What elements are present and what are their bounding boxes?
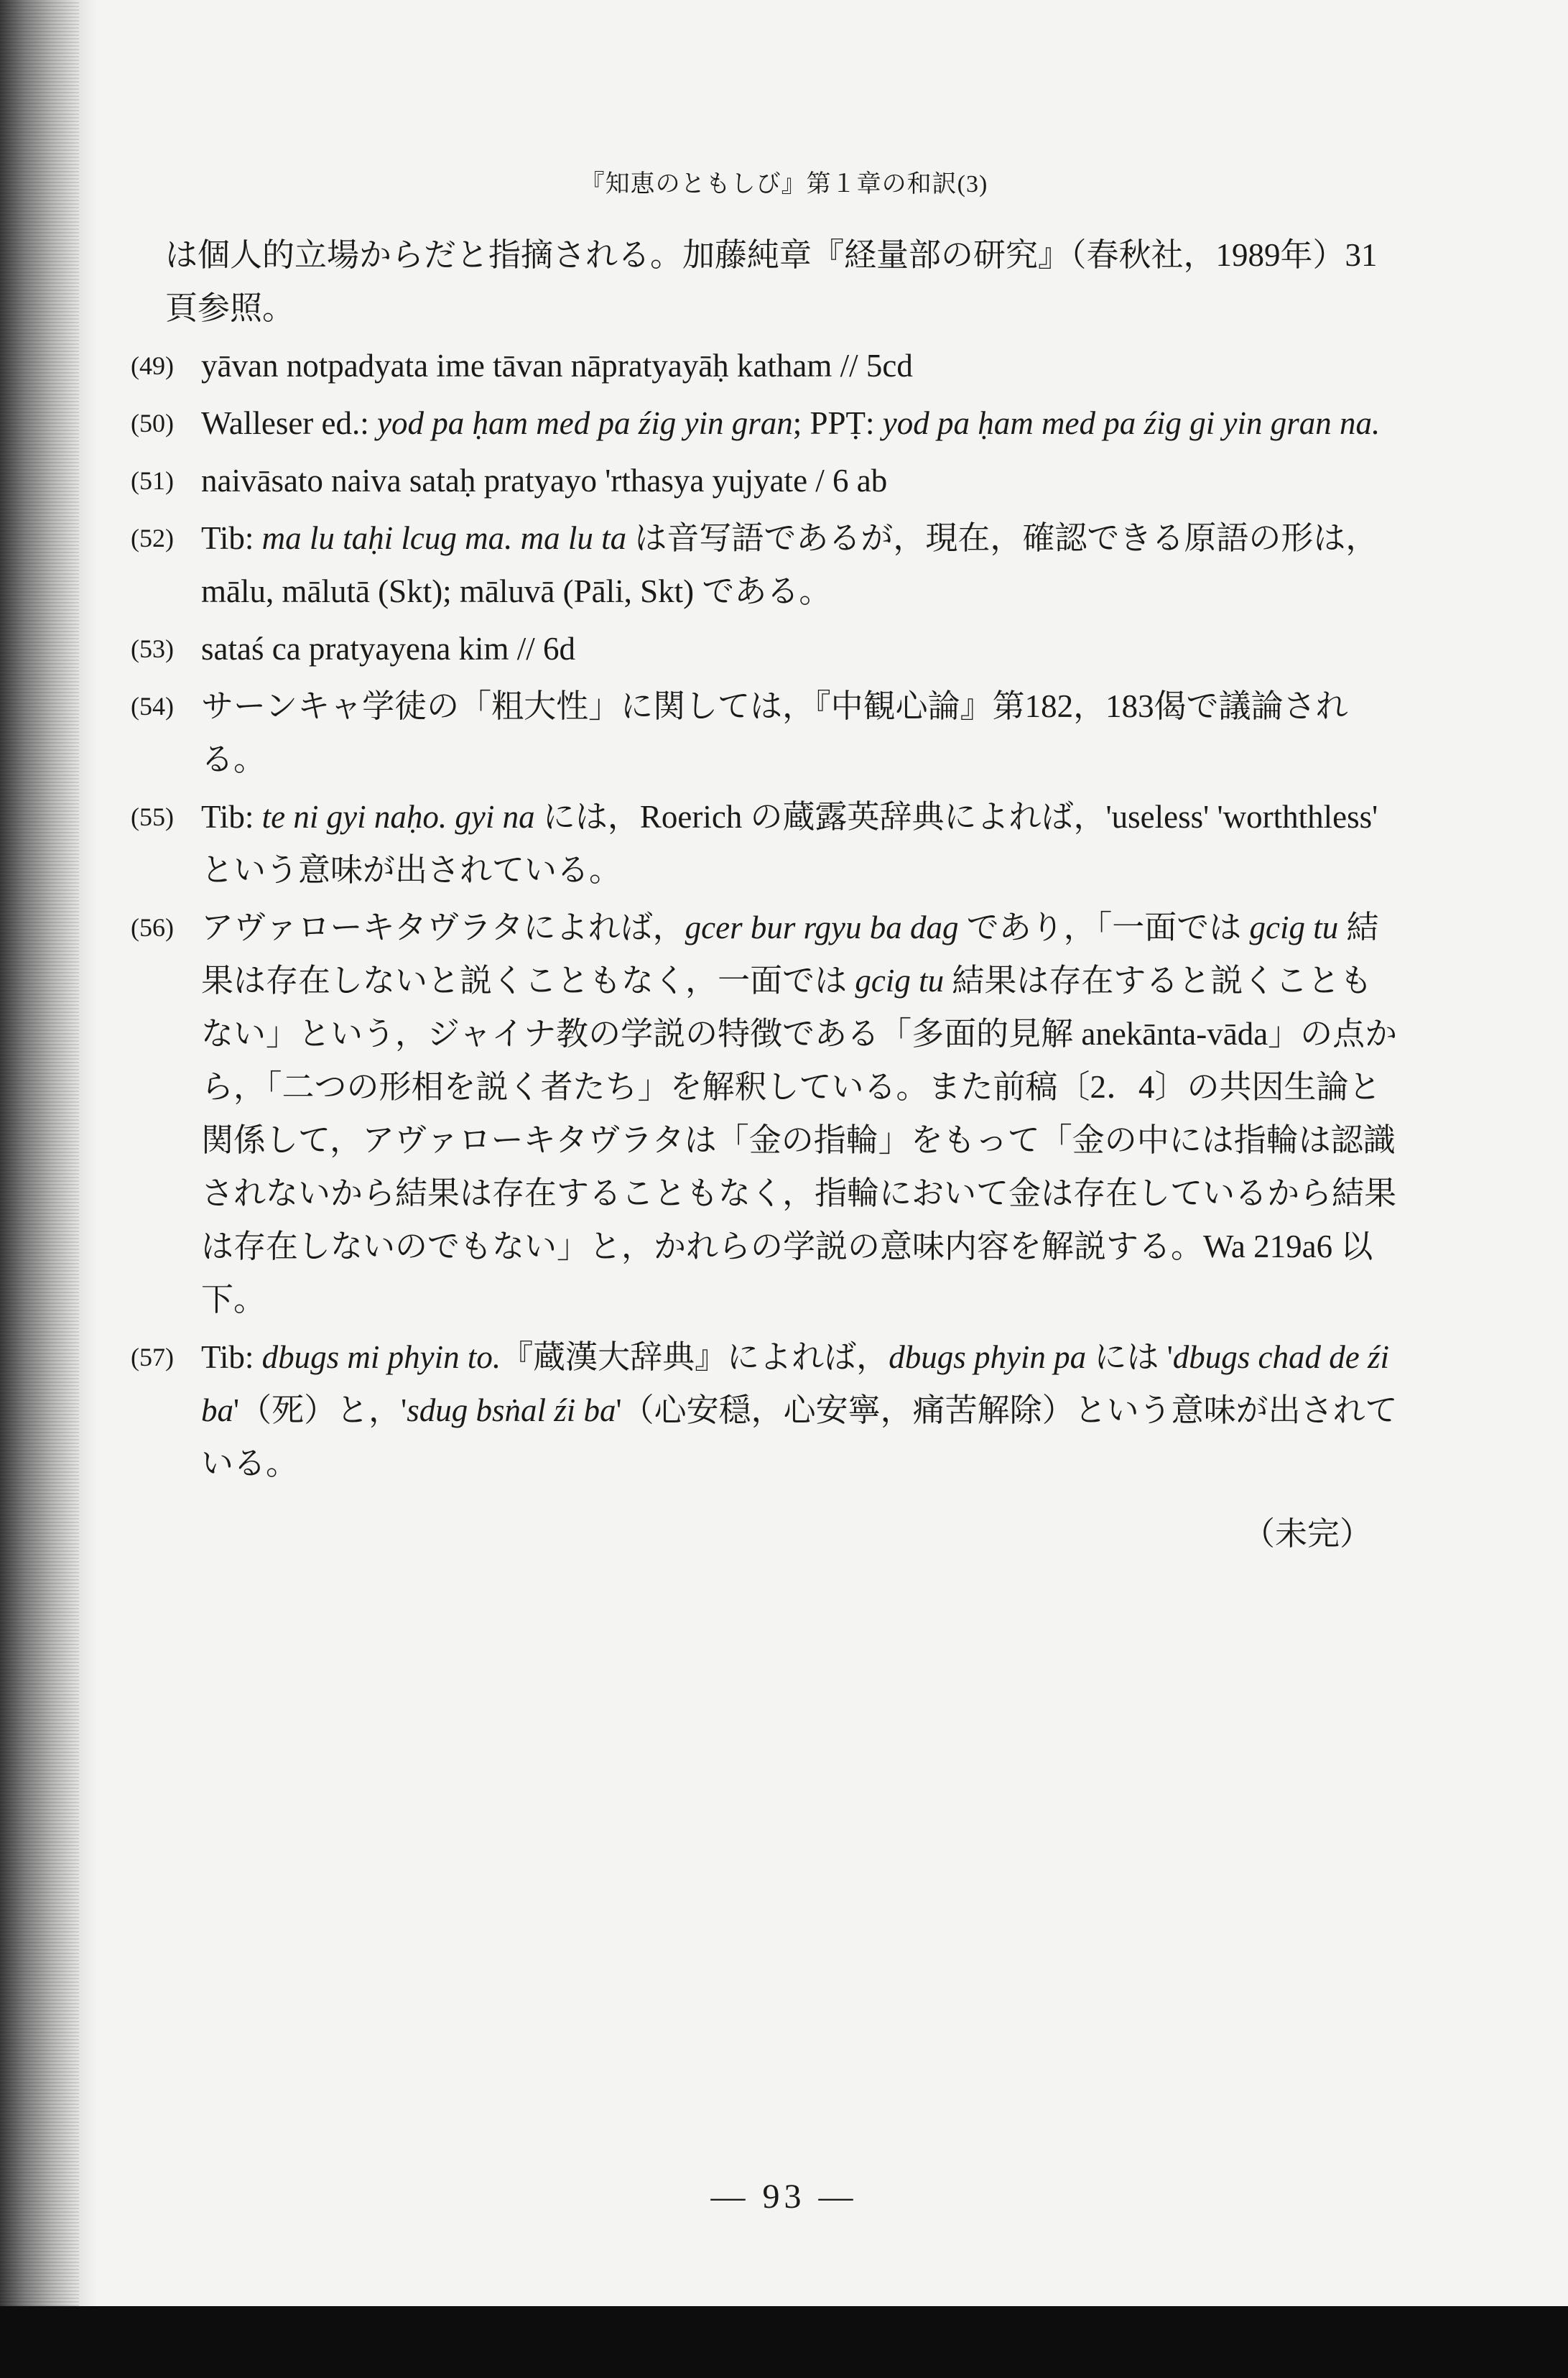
note-number: ( 49 ) [131, 339, 174, 392]
note-text: Tib: [201, 799, 262, 835]
note-number: ( 51 ) [131, 454, 174, 507]
note-number: ( 57 ) [131, 1331, 174, 1384]
note-51 [139, 454, 1401, 507]
tibetan-text: gcig tu [1249, 910, 1339, 945]
note-text: sataś ca pratyayena kim // 6d [201, 631, 576, 667]
note-54 [139, 680, 1401, 786]
page-number: — 93 — [710, 2178, 858, 2216]
note-number: ( 54 ) [131, 680, 174, 733]
note-text: '（心安穏，心安寧，痛苦解除）という意味が出されている。 [201, 1392, 1398, 1481]
note-text: 結果は存在すると説くこともない」という，ジャイナ教の学説の特徴である「多面的見解 anekānta-vāda」の点から，「二つの形相を説く者たち」を解釈している。また前稿〔2．4〕の共因生論と関係して，アヴァローキタヴラタは「金の指輪」をもって「金の中には指輪は認識されないから結果は存在することもなく，指輪において金は存在しているから結果は存在しないのでもない」と，かれらの学説の意味内容を解説する。Wa 219a6 以下。 [201, 963, 1398, 1318]
note-text: Tib: [201, 1339, 262, 1375]
note-text: アヴァローキタヴラタによれば， [201, 910, 685, 945]
note-text: '（死）と，' [233, 1392, 407, 1428]
note-52 [139, 512, 1401, 618]
note-49 [139, 339, 1401, 392]
unfinished-mark: （未完） [1242, 1516, 1372, 1552]
note-55 [139, 790, 1401, 897]
note-text: には，Roerich の蔵露英辞典によれば，'useless' 'worththless' という意味が出されている。 [201, 799, 1378, 888]
tibetan-text: sdug bsṅal źi ba [407, 1392, 616, 1428]
note-text: には ' [1086, 1339, 1173, 1375]
tibetan-text: ma lu taḥi lcug ma. ma lu ta [261, 520, 627, 556]
note-text: 結果は存在しないと説くこともなく，一面では [201, 910, 1379, 999]
note-number: ( 52 ) [131, 512, 174, 565]
note-text: yāvan notpadyata ime tāvan nāpratyayāḥ katham // 5cd [201, 348, 913, 384]
binding-texture [0, 0, 79, 2378]
note-56 [139, 901, 1401, 1326]
note-text: であり，「一面では [958, 910, 1250, 945]
tibetan-text: dbugs mi phyin to. [261, 1339, 501, 1375]
tibetan-text: yod pa ḥam med pa źig gi yin gran na. [882, 405, 1381, 441]
tibetan-text: gcig tu [855, 963, 945, 999]
note-text: は音写語であるが，現在，確認できる原語の形は，mālu, mālutā (Skt); māluvā (Pāli, Skt) である。 [201, 520, 1378, 609]
tibetan-text: te ni gyi naḥo. gyi na [261, 799, 535, 835]
continued-paragraph: は個人的立場からだと指摘される。加藤純章『経量部の研究』（春秋社，1989年）31 頁参照。 [165, 237, 1378, 326]
note-number: ( 53 ) [131, 622, 174, 675]
note-text: Walleser ed.: [201, 405, 378, 441]
note-number: ( 55 ) [131, 790, 174, 843]
note-text: ; PPṬ: [792, 405, 883, 441]
note-57 [139, 1331, 1401, 1490]
running-header: 『知恵のともしび』第１章の和訳(3) [580, 171, 988, 198]
note-number: ( 50 ) [131, 397, 174, 450]
note-text: 『蔵漢大辞典』によれば， [501, 1339, 889, 1375]
note-text: naivāsato naiva sataḥ pratyayo 'rthasya yujyate / 6 ab [201, 463, 888, 499]
note-number: ( 56 ) [131, 901, 174, 954]
notes-body [139, 228, 1401, 1593]
scan-bottom-edge [0, 2306, 1568, 2378]
note-text: Tib: [201, 520, 262, 556]
tibetan-text: dbugs chad de źi ba [201, 1339, 1390, 1428]
note-50 [139, 397, 1401, 450]
tibetan-text: dbugs phyin pa [889, 1339, 1087, 1375]
tibetan-text: yod pa ḥam med pa źig yin gran [377, 405, 793, 441]
note-53 [139, 622, 1401, 675]
note-text: サーンキャ学徒の「粗大性」に関しては，『中観心論』第182，183偈で議論される。 [201, 688, 1348, 777]
tibetan-text: gcer bur rgyu ba dag [685, 910, 959, 945]
